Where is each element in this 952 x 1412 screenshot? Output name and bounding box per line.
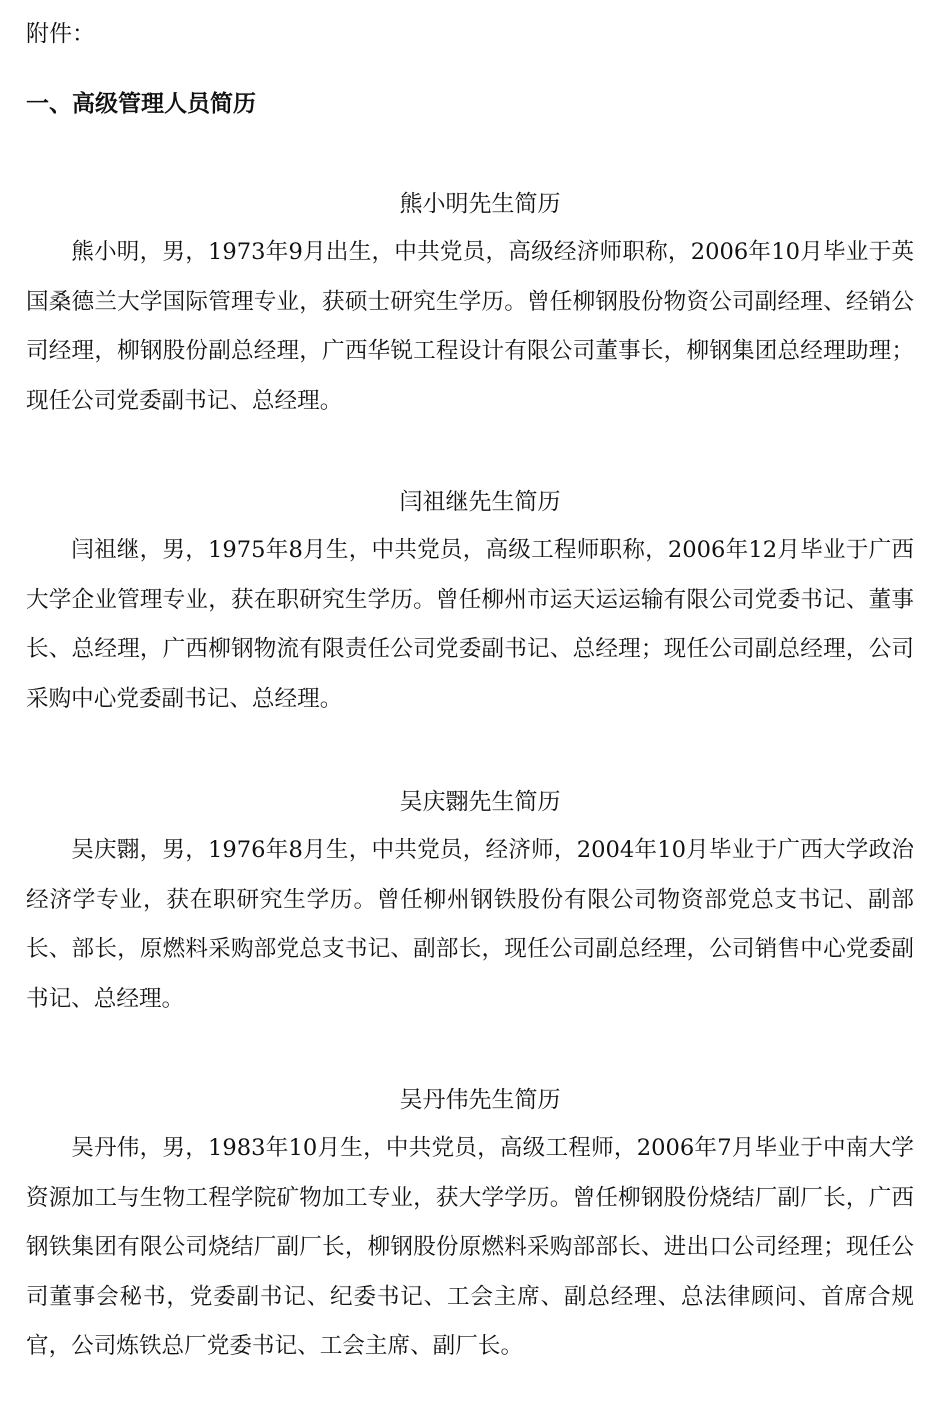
bio-section [26, 486, 914, 724]
bio-text: 熊小明，男，1973年9月出生，中共党员，高级经济师职称，2006年10月毕业于英国桑德兰大学国际管理专业，获硕士研究生学历。曾任柳钢股份物资公司副经理、经销公司经理，柳钢股份副总经理，广西华锐工程设计有限公司董事长，柳钢集团总经理助理；现任公司党委副书记、总经理。 [26, 239, 914, 414]
bio-title: 闫祖继先生简历 [399, 489, 561, 515]
bio-section [26, 1084, 914, 1372]
bio-title: 吴庆翾先生简历 [399, 789, 561, 815]
bio-text: 吴丹伟，男，1983年10月生，中共党员，高级工程师，2006年7月毕业于中南大学资源加工与生物工程学院矿物加工专业，获大学学历。曾任柳钢股份烧结厂副厂长，广西钢铁集团有限公司烧结厂副厂长，柳钢股份原燃料采购部部长、进出口公司经理；现任公司董事会秘书，党委副书记、纪委书记、工会主席、副总经理、总法律顾问、首席合规官，公司炼铁总厂党委书记、工会主席、副厂长。 [26, 1135, 914, 1360]
section-heading: 一、高级管理人员简历 [26, 91, 256, 117]
bio-title: 吴丹伟先生简历 [399, 1087, 561, 1113]
bio-text: 吴庆翾，男，1976年8月生，中共党员，经济师，2004年10月毕业于广西大学政治经济学专业，获在职研究生学历。曾任柳州钢铁股份有限公司物资部党总支书记、副部长、部长，原燃料采购部党总支书记、副部长，现任公司副总经理，公司销售中心党委副书记、总经理。 [26, 837, 914, 1012]
bio-section [26, 786, 914, 1024]
bio-section [26, 188, 914, 426]
attachment-label: 附件： [26, 21, 95, 47]
bio-text: 闫祖继，男，1975年8月生，中共党员，高级工程师职称，2006年12月毕业于广西大学企业管理专业，获在职研究生学历。曾任柳州市运天运运输有限公司党委书记、董事长、总经理，广西柳钢物流有限责任公司党委副书记、总经理；现任公司副总经理，公司采购中心党委副书记、总经理。 [26, 537, 914, 712]
bio-title: 熊小明先生简历 [399, 191, 561, 217]
